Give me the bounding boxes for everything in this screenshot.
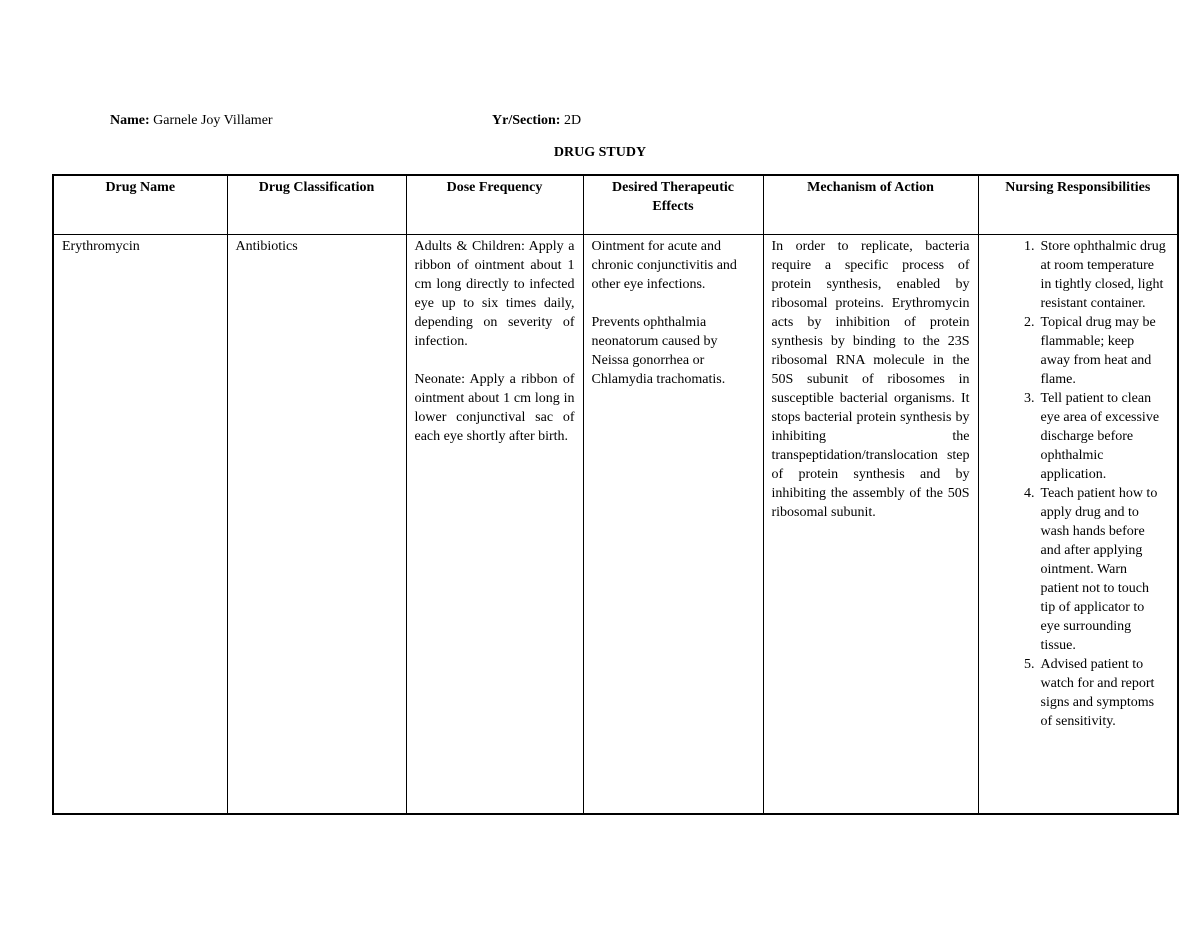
name-field <box>110 111 273 130</box>
drug-name-text: Erythromycin <box>62 238 140 254</box>
list-item: 5. Advised patient to watch for and report signs and symptoms of sensitivity. <box>1024 656 1155 729</box>
column-header-desired-effects: Desired Therapeutic Effects <box>583 175 763 234</box>
name-value: Garnele Joy Villamer <box>153 113 273 128</box>
section-field <box>492 111 581 130</box>
section-value: 2D <box>563 113 582 128</box>
list-item: 3. Tell patient to clean eye area of excessive discharge before ophthalmic application. <box>1024 390 1160 482</box>
table-header-row <box>53 175 1178 234</box>
column-header-nursing-responsibilities: Nursing Responsibilities <box>978 175 1178 234</box>
cell-dose-frequency <box>406 234 583 814</box>
column-header-mechanism: Mechanism of Action <box>763 175 978 234</box>
cell-mechanism <box>763 234 978 814</box>
dose-neonate-text: Neonate: Apply a ribbon of ointment about 1 cm long in lower conjunctival sac of each eye shortly after birth. <box>414 371 575 444</box>
cell-drug-name <box>53 234 227 814</box>
page-title: DRUG STUDY <box>553 145 647 160</box>
list-item: 1. Store ophthalmic drug at room temperature in tightly closed, light resistant container. <box>1024 238 1166 311</box>
mechanism-text: In order to replicate, bacteria require a specific process of protein synthesis, enabled by ribosomal proteins. Erythromycin acts by inhibition of protein synthesis by binding to the 23S ribosomal RNA molecule in the 50S subunit of ribosomes in susceptible bacterial organisms. It stops bacterial protein synthesis by inhibiting the transpeptidation/translocation step of protein synthesis and by inhibiting the assembly of the 50S ribosomal subunit. <box>771 238 970 520</box>
column-header-dose-frequency: Dose Frequency <box>406 175 583 234</box>
responsibilities-list <box>979 237 1178 731</box>
effects-text-1: Ointment for acute and chronic conjunctivitis and other eye infections. <box>591 238 737 292</box>
table-row <box>53 234 1178 814</box>
list-item: 2. Topical drug may be flammable; keep away from heat and flame. <box>1024 314 1156 387</box>
classification-text: Antibiotics <box>235 238 298 254</box>
effects-text-2: Prevents ophthalmia neonatorum caused by Neissa gonorrhea or Chlamydia trachomatis. <box>591 314 726 387</box>
section-label: Yr/Section: <box>492 113 561 128</box>
cell-nursing-responsibilities <box>978 234 1178 814</box>
cell-classification <box>227 234 406 814</box>
dose-adults-text: Adults & Children: Apply a ribbon of ointment about 1 cm long directly to infected eye up to six times daily, depending on severity of infection. <box>414 238 575 349</box>
column-header-drug-name: Drug Name <box>53 175 227 234</box>
list-item: 4. Teach patient how to apply drug and to wash hands before and after applying ointment. Warn patient not to touch tip of applicator to eye surrounding tissue. <box>1024 485 1158 653</box>
cell-desired-effects <box>583 234 763 814</box>
column-header-drug-classification: Drug Classification <box>227 175 406 234</box>
name-label: Name: <box>110 113 150 128</box>
drug-study-table <box>52 174 1179 815</box>
header-line <box>110 111 810 131</box>
